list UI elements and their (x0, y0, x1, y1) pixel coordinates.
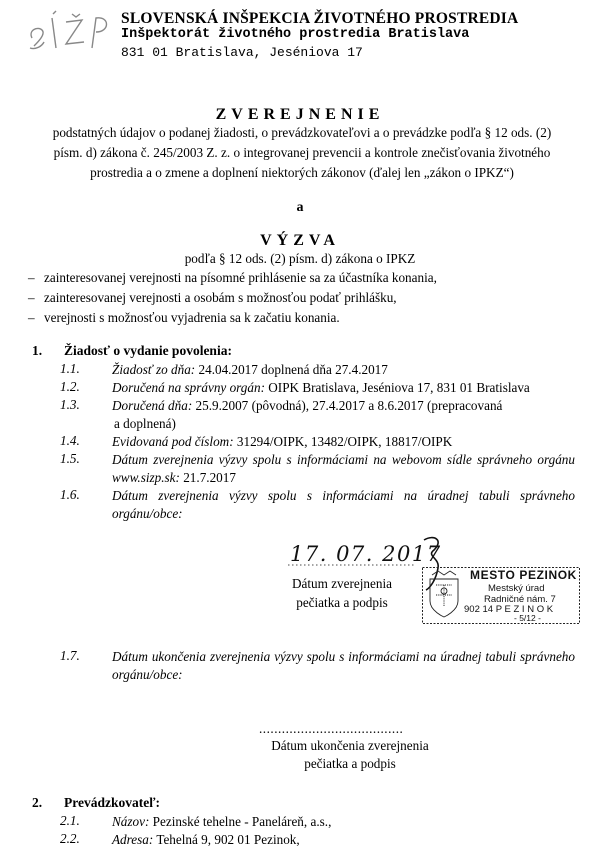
item-label: Evidovaná pod číslom: (112, 434, 234, 449)
item-2-2 (112, 831, 575, 849)
sizp-logo (26, 8, 112, 54)
call-subtitle: podľa § 12 ods. (2) písm. d) zákona o IPKZ (184, 251, 416, 266)
section-1-title: Žiadosť o vydanie povolenia: (64, 343, 232, 358)
item-value: 25.9.2007 (pôvodná), 27.4.2017 a 8.6.2017 (prepracovaná (192, 398, 503, 413)
item-label: Názov: (112, 814, 150, 829)
dash-bullet: – (28, 270, 35, 285)
dash-list-item (28, 310, 340, 326)
end-date-dotted-line: ...................................... (259, 721, 404, 736)
item-1-5 (112, 451, 575, 487)
dash-bullet: – (28, 290, 35, 305)
item-1-3 (112, 397, 575, 433)
item-label: Žiadosť zo dňa: (112, 362, 196, 377)
conjunction: a (296, 200, 304, 215)
item-1-2 (112, 379, 575, 397)
section-1-number: 1. (32, 343, 43, 358)
handwritten-date (288, 535, 442, 575)
call-title: VÝZVA (260, 232, 340, 249)
section-2-number: 2. (32, 795, 43, 810)
item-label: Dátum zverejnenia výzvy spolu s informáciami na úradnej tabuli správneho orgánu/obce: (112, 488, 575, 521)
item-number: 1.7. (60, 648, 80, 663)
coat-of-arms-icon (430, 571, 458, 617)
description-line: prostredia a o zmene a doplnení niektorých zákonov (ďalej len „zákon o IPKZ“) (90, 165, 514, 180)
section-2-title: Prevádzkovateľ: (64, 795, 161, 810)
dash-item-text: verejnosti s možnosťou vyjadrenia sa k začatiu konania. (44, 310, 340, 325)
item-label: Dátum zverejnenia výzvy spolu s informáciami na webovom sídle správneho orgánu www.sizp.sk: (112, 452, 575, 485)
stamp-line: - 5/12 - (514, 613, 541, 623)
item-label: Doručená dňa: (112, 398, 193, 413)
item-number: 1.1. (60, 361, 80, 376)
item-value: 21.7.2017 (179, 470, 236, 485)
item-number: 1.5. (60, 451, 80, 466)
publication-date-label: Dátum zverejnenia (292, 576, 392, 591)
item-label: Adresa: (112, 832, 154, 847)
item-value: OIPK Bratislava, Jeséniova 17, 831 01 Bratislava (264, 380, 530, 395)
dash-bullet: – (28, 310, 35, 325)
item-value: 24.04.2017 doplnená dňa 27.4.2017 (195, 362, 388, 377)
item-number: 1.6. (60, 487, 80, 502)
end-date-label: Dátum ukončenia zverejnenia (271, 738, 429, 753)
dash-item-text: zainteresovanej verejnosti a osobám s možnosťou podať prihlášku, (44, 290, 397, 305)
inspectorate-name: Inšpektorát životného prostredia Bratislava (121, 27, 470, 42)
stamp-line: Radničné nám. 7 (484, 594, 556, 605)
item-1-4 (112, 433, 575, 451)
organization-address: 831 01 Bratislava, Jeséniova 17 (121, 45, 363, 60)
description-line: písm. d) zákona č. 245/2003 Z. z. o integrovanej prevencii a kontrole znečisťovania životného (53, 145, 551, 160)
dash-list-item (28, 290, 397, 306)
item-number: 1.4. (60, 433, 80, 448)
item-value: Pezinské tehelne - Paneláreň, a.s., (149, 814, 332, 829)
item-number: 1.3. (60, 397, 80, 412)
item-1-7 (112, 648, 575, 684)
organization-name: SLOVENSKÁ INŠPEKCIA ŽIVOTNÉHO PROSTREDIA (121, 10, 519, 27)
item-number: 2.1. (60, 813, 80, 828)
item-1-6 (112, 487, 575, 523)
handwritten-date-text: 17. 07. 2017 (290, 542, 442, 566)
end-stamp-signature-label: pečiatka a podpis (304, 756, 396, 771)
item-label: Dátum ukončenia zverejnenia výzvy spolu s informáciami na úradnej tabuli správneho orgánu/obce: (112, 649, 575, 682)
document-title: ZVEREJNENIE (215, 106, 385, 123)
dash-item-text: zainteresovanej verejnosti na písomné prihlásenie sa za účastníka konania, (44, 270, 437, 285)
item-2-1 (112, 813, 575, 831)
description-paragraph (28, 123, 576, 183)
item-label: Doručená na správny orgán: (112, 380, 265, 395)
stamp-line: Mestský úrad (488, 583, 545, 594)
stamp-line: 902 14 P E Z I N O K (464, 604, 554, 615)
municipal-stamp (422, 567, 580, 624)
stamp-signature-label: pečiatka a podpis (296, 595, 388, 610)
description-line: podstatných údajov o podanej žiadosti, o prevádzkovateľovi a o prevádzke podľa § 12 ods. (2) (52, 125, 552, 140)
item-number: 1.2. (60, 379, 80, 394)
item-value: Tehelná 9, 902 01 Pezinok, (153, 832, 300, 847)
item-number: 2.2. (60, 831, 80, 846)
dash-list-item (28, 270, 437, 286)
item-value: 31294/OIPK, 13482/OIPK, 18817/OIPK (233, 434, 453, 449)
item-value-continued: a doplnená) (114, 416, 176, 431)
item-1-1 (112, 361, 575, 379)
stamp-line: MESTO PEZINOK (470, 568, 577, 582)
